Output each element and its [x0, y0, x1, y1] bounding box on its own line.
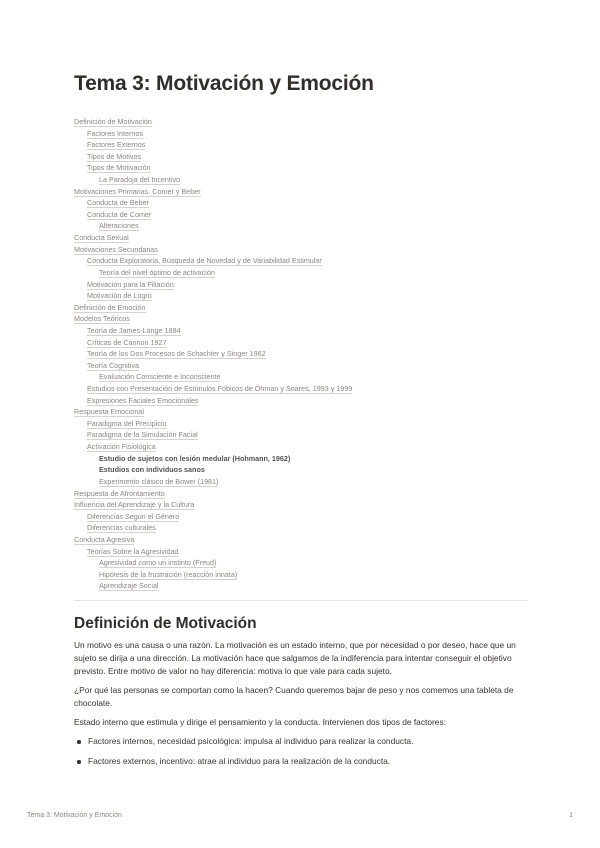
toc-link[interactable] — [74, 279, 528, 291]
toc-link-label: Aprendizaje Social — [99, 581, 159, 591]
section-body — [74, 639, 528, 775]
toc-link[interactable] — [74, 429, 528, 441]
toc-link[interactable] — [74, 313, 528, 325]
toc-link[interactable] — [74, 348, 528, 360]
toc-link[interactable] — [74, 418, 528, 430]
toc-link-label: Evaluación Consciente e Inconsciente — [99, 372, 221, 382]
toc-link-label: Estudios con individuos sanos — [99, 465, 205, 475]
toc-link-label: Motivaciones Secundarias — [74, 244, 158, 254]
toc-link-label: Definición de Motivación — [74, 117, 152, 126]
toc-link-label: Influencia del Aprendizaje y la Cultura — [74, 500, 195, 510]
toc-link[interactable] — [74, 522, 528, 534]
section-heading: Definición de Motivación — [74, 615, 257, 632]
bullet-list — [74, 735, 528, 768]
paragraph: Un motivo es una causa o una razón. La motivación es un estado interno, que por necesidad o por deseo, hace que un sujeto se dirija a una dirección. La motivación hace que salgamos de la indiferencia para intentar conseguir el objetivo previsto. Entre motivo de valor no hay diferencia: motiva lo que vale para cada sujeto. — [74, 640, 516, 676]
toc-link[interactable] — [74, 476, 528, 488]
toc-link[interactable] — [74, 453, 528, 465]
toc-link[interactable] — [74, 499, 528, 511]
toc-link[interactable] — [74, 116, 528, 128]
toc-link[interactable] — [74, 511, 528, 523]
paragraph: ¿Por qué las personas se comportan como la hacen? Cuando queremos bajar de peso y nos comemos una tableta de chocolate. — [74, 685, 514, 708]
bullet-icon — [77, 740, 81, 744]
page-number: 1 — [569, 812, 573, 819]
toc-link-label: Conducta Sexual — [74, 233, 129, 243]
toc-link-label: Teoría de los Dos Procesos de Schachter y Singer 1962 — [87, 349, 266, 359]
list-item-text: Factores externos, incentivo: atrae al individuo para la realización de la conducta. — [88, 756, 391, 766]
toc-link-label: Hipótesis de la frustración (reacción innata) — [99, 569, 238, 579]
toc-link-label: Diferencias culturales — [87, 523, 156, 533]
list-item — [74, 735, 528, 748]
toc-link-label: Teoría del nivel óptimo de activación — [99, 267, 215, 277]
toc-link-label: Conducta Exploratoria, Búsqueda de Novedad y de Variabilidad Estimular — [87, 256, 322, 266]
toc-link-label: Conducta de Comer — [87, 209, 152, 219]
paragraph: Estado interno que estimula y dirige el pensamiento y la conducta. Intervienen dos tipos de factores: — [74, 717, 446, 727]
toc-link-label: Tipos de Motivación — [87, 163, 151, 173]
toc-link-label: Respuesta Emocional — [74, 407, 144, 417]
toc-link[interactable] — [74, 406, 528, 418]
footer-title: Tema 3: Motivación y Emoción — [27, 812, 122, 819]
toc-link[interactable] — [74, 383, 528, 395]
toc-link-label: Teoría Cognitiva — [87, 360, 139, 370]
toc-link[interactable] — [74, 197, 528, 209]
toc-link[interactable] — [74, 128, 528, 140]
toc-link-label: Motivación de Logro — [87, 291, 152, 301]
bullet-icon — [77, 760, 81, 764]
toc-link[interactable] — [74, 337, 528, 349]
toc-link-label: Motivación para la Filiación — [87, 279, 174, 289]
toc-link-label: Agresividad como un instinto (Freud) — [99, 558, 217, 568]
toc-link-label: Conducta Agresiva — [74, 534, 135, 544]
toc-link[interactable] — [74, 546, 528, 558]
toc-link-label: Teorías Sobre la Agresividad — [87, 546, 179, 556]
toc-link[interactable] — [74, 209, 528, 221]
toc-link[interactable] — [74, 174, 528, 186]
toc-link[interactable] — [74, 557, 528, 569]
toc-link[interactable] — [74, 255, 528, 267]
toc-link-label: Respuesta de Afrontamiento — [74, 488, 165, 498]
toc-link[interactable] — [74, 371, 528, 383]
toc-link-label: Paradigma del Precipicio — [87, 418, 167, 428]
list-item-text: Factores internos, necesidad psicológica: impulsa al individuo para realizar la conducta. — [88, 736, 414, 746]
toc-link-label: Expresiones Faciales Emocionales — [87, 395, 199, 405]
page-footer — [27, 812, 573, 819]
toc-link[interactable] — [74, 488, 528, 500]
toc-link[interactable] — [74, 290, 528, 302]
toc-link-label: Alteraciones — [99, 221, 139, 231]
toc-link[interactable] — [74, 139, 528, 151]
toc-link[interactable] — [74, 267, 528, 279]
toc-link-label: Estudios con Presentación de Estímulos Fóbicos de Öhman y Soares, 1993 y 1999 — [87, 384, 353, 394]
page-title: Tema 3: Motivación y Emoción — [74, 72, 374, 95]
divider — [74, 600, 528, 601]
toc-link-label: Críticas de Cannon 1927 — [87, 337, 167, 347]
toc-link-label: Tipos de Motivos — [87, 151, 142, 161]
toc-link-label: Paradigma de la Simulación Facial — [87, 430, 198, 440]
toc-link[interactable] — [74, 244, 528, 256]
toc-link-label: Estudio de sujetos con lesión medular (Hohmann, 1962) — [99, 453, 291, 463]
toc-link[interactable] — [74, 220, 528, 232]
toc-link-label: Diferencias Según el Género — [87, 511, 180, 521]
toc-link[interactable] — [74, 464, 528, 476]
toc-link[interactable] — [74, 186, 528, 198]
toc-link-label: Modelos Teóricos — [74, 314, 130, 324]
toc-link-label: Factores Internos — [87, 128, 143, 138]
toc-link[interactable] — [74, 534, 528, 546]
toc-link-label: Teoría de James-Lange 1884 — [87, 325, 181, 335]
toc-link-label: Factores Externos — [87, 140, 146, 150]
toc-link-label: Motivaciones Primarias. Comer y Beber — [74, 186, 201, 196]
toc-link[interactable] — [74, 232, 528, 244]
toc-link[interactable] — [74, 302, 528, 314]
list-item — [74, 755, 528, 768]
table-of-contents — [74, 116, 528, 592]
toc-link[interactable] — [74, 151, 528, 163]
toc-link-label: Conducta de Beber — [87, 198, 149, 208]
toc-link[interactable] — [74, 325, 528, 337]
toc-link[interactable] — [74, 162, 528, 174]
toc-link[interactable] — [74, 395, 528, 407]
toc-link[interactable] — [74, 360, 528, 372]
toc-link-label: Activación Fisiológica — [87, 442, 156, 452]
toc-link-label: Experimento clásico de Bower (1981) — [99, 476, 219, 486]
toc-link-label: Definición de Emoción — [74, 302, 146, 312]
toc-link-label: La Paradoja del Incentivo — [99, 175, 181, 185]
toc-link[interactable] — [74, 580, 528, 592]
toc-link[interactable] — [74, 569, 528, 581]
toc-link[interactable] — [74, 441, 528, 453]
